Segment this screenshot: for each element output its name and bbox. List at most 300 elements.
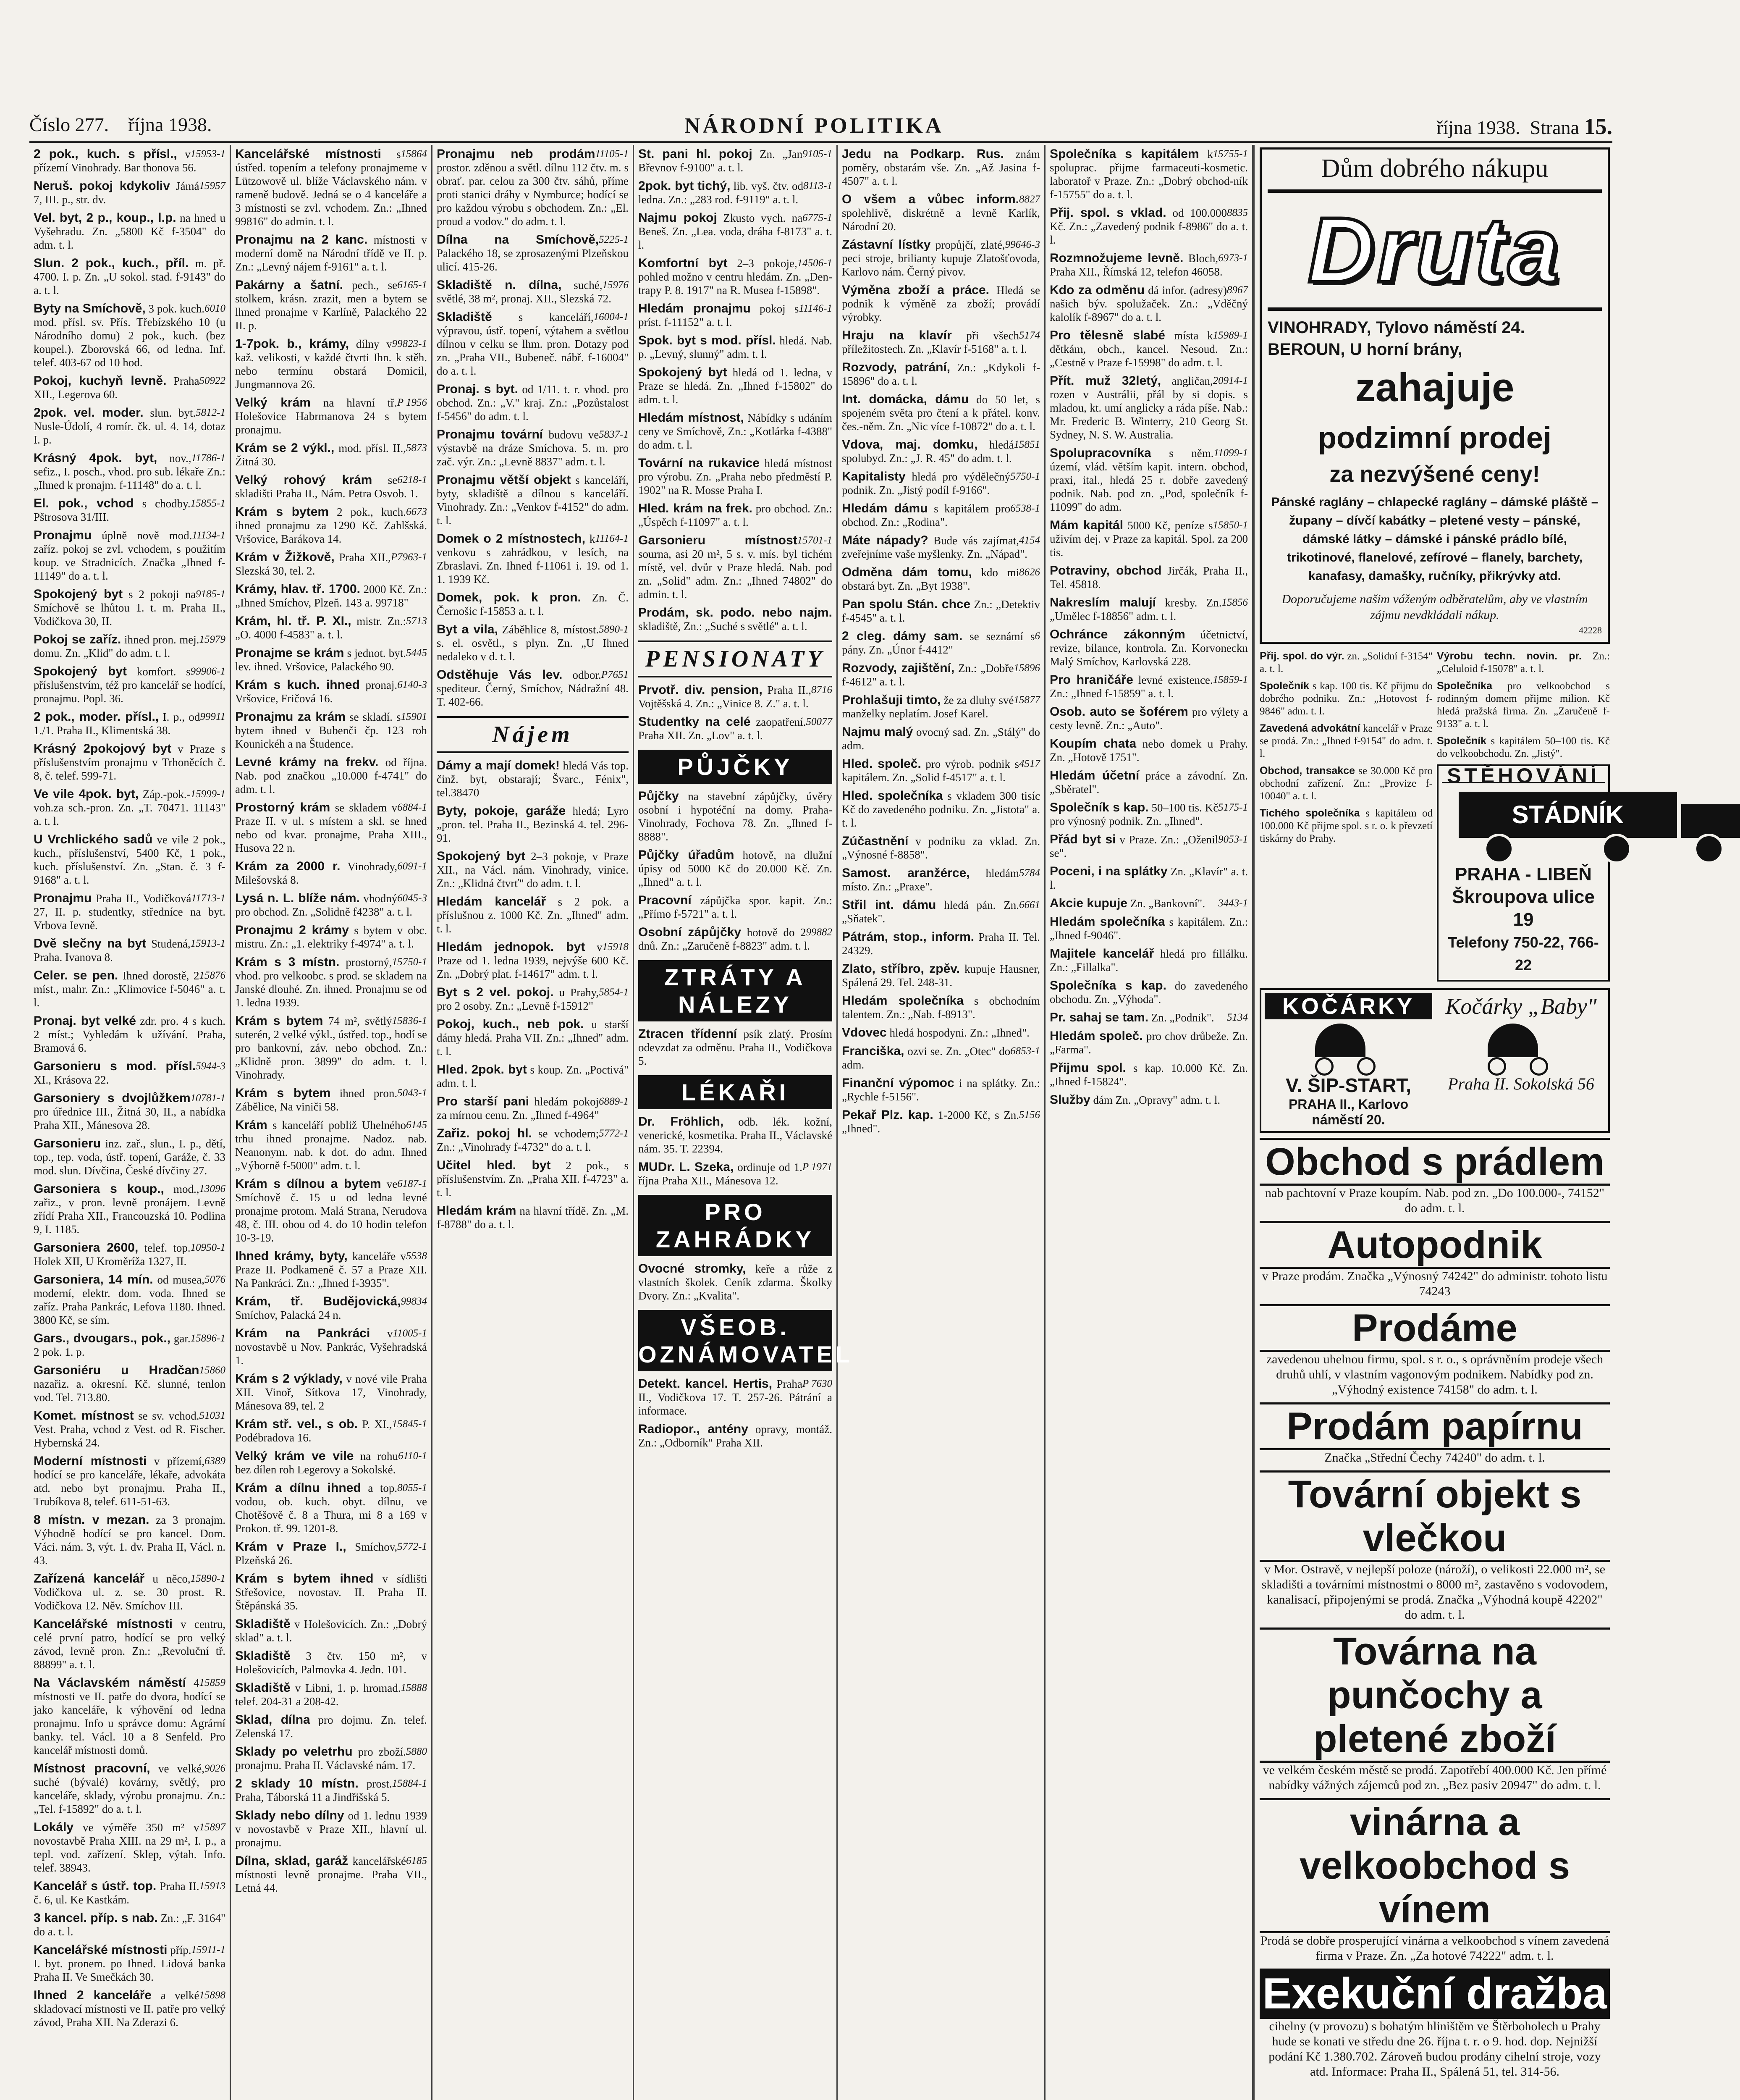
small-ads-right-stack [1437,650,1624,985]
classified-ad [34,211,225,252]
ad-number: 20914-1 [1213,375,1248,386]
ad-heading: Krám za 2000 r. [235,859,341,873]
stehovani-line-3: Telefony 750-22, 766-22 [1448,934,1599,974]
classified-ad [235,756,427,796]
ad-text: hledám pokoj za mírnou cenu. Zn. „Ihned f-4964" [437,1095,599,1121]
ad-text: úplně nově mod. zaříz. pokoj se zvl. vchodem, s použitím koup. ve Stradnicích. Značka „Ihned f-11149" do a. t. l. [34,529,225,582]
ad-number: 15851 [1014,439,1040,450]
ad-number: 5134 [1227,1012,1248,1023]
ad-text: v přízemí, hodící se pro kanceláře, lékaře, advokáta atd. nebo byt pronajmu. Praha II., Trubíkova 8, telef. 611-51-63. [34,1455,225,1508]
classified-ad [638,411,832,452]
ad-number: 14506-1 [797,257,832,269]
ad-heading: Rozvody, patrání, [842,360,951,374]
ad-text: Bude vás zajímat, zveřejníme vaše myšlenky. Zn. „Nápad". [842,534,1027,560]
classified-ad [235,396,427,436]
ad-text: Zn. Č. Černošic f-15853 a. t. l. [437,591,629,617]
classified-ad [235,505,427,546]
classified-ad [638,1262,832,1302]
ad-heading: Hledám místnost, [638,411,744,425]
ad-heading: Sklady po veletrhu [235,1745,353,1759]
classified-ad [437,940,629,981]
classified-ad [437,1159,629,1199]
classified-ad [235,551,427,578]
ad-number: 4154 [1019,535,1040,546]
classified-ad [437,1204,629,1231]
classified-ad [235,1777,427,1804]
classified-column [634,145,854,2100]
ad-heading: Rozvody, zajištění, [842,661,955,675]
ad-text: kanceláře v Praze II. Podkameně č. 57 a Praze XII. Na Pankráci. Zn.: „Ihned f-3935". [235,1250,427,1289]
classified-ad [842,534,1040,561]
classified-ad [1050,769,1248,796]
ad-text: 50–100 tis. Kč pro výnosný podnik. Zn. „Ihned". [1050,801,1219,827]
small-ad-heading: Zavedená advokátní [1260,722,1360,734]
ad-text: pro chov drůbeže. Zn. „Farma". [1050,1030,1248,1056]
ad-heading: Přij. spol. s vklad. [1050,206,1166,220]
ad-text: prost. Praha, Táborská 11 a Jindřišská 5. [235,1777,392,1803]
classified-ad [1050,252,1248,278]
ad-text: slun. byt. Nusle-Údolí, 4 romír. čk. ul. 4. 14, dotaz I. p. [34,407,225,446]
druta-title-2: podzimní prodej [1318,421,1551,455]
ad-text: od 1/11. t. r. vhod. pro obchod. Zn.: „V." kraj. Zn.: „Pozůstalost f-5456" do adm. t. l. [437,383,629,423]
ad-text: angličan, rozen v Austrálii, přál by si dopis. s mladou, kt. umí anglicky a ráda píše. Nab.: Mr. Frederic B. Winterry, 210 Georg St. Sydney, N. S. W. Australia. [1050,375,1248,441]
ad-text: Praha II., Vodičkova 17. T. 257-26. Pátrání a informace. [638,1378,832,1417]
ad-heading: Lysá n. L. blíže nám. [235,891,360,905]
ad-heading: Komfortní byt [638,256,728,270]
ad-text: Smíchov, Plzeňská 26. [235,1541,398,1567]
ad-number: 99823-1 [392,338,427,349]
ad-heading: Celer. se pen. [34,969,118,982]
ad-heading: Najmu malý [842,725,913,739]
ad-text: se skladem v Praze II. v ul. s místem a skl. se hned nebo od kvar. pronajme, Praha XIII., Husova 22 n. [235,801,427,854]
stehovani-heading: STĚHOVÁNÍ [1442,769,1605,783]
classified-ad [842,598,1040,625]
classified-ad [842,725,1040,752]
classified-ad [34,1762,225,1816]
ad-heading: Akcie kupuje [1050,896,1128,910]
ad-number: 6187-1 [397,1178,427,1189]
classified-ad [34,1241,225,1268]
ad-text: hledá pro výdělečný podnik. Zn. „Jistý podíl f-9166". [842,470,1011,496]
masthead: NÁRODNÍ POLITIKA [684,114,944,138]
ad-number: 13096 [199,1183,225,1194]
ad-heading: Spokojený byt [34,587,123,601]
ad-number: 99911 [200,711,225,722]
classified-ad [34,529,225,583]
ad-text: s kanceláří, byty, skladiště a dílnou s kanceláří. Vinohrady. Zn.: „Venkov f-4152" do adm. t. l. [437,474,629,527]
ad-text: 2–3 pokoje, pohled možno v centru hledám. Zn. „Den-trapy P. 8. 1917" na R. Musea f-15898". [638,257,832,297]
ad-heading: Ochránce zákonným [1050,627,1185,641]
ad-text: sourna, asi 20 m², 5 s. v. mís. byl tichém místě, vel. dvůr v Praze hledá. Nab. pod zn. „Solid" adm. Zn.: „Ihned 74802" do admin. t. l. [638,548,832,601]
classified-ad [34,497,225,524]
ad-heading: Byt a vila, [437,622,498,636]
ad-heading: Vdovec [842,1026,887,1040]
banner-text: zavedenou uhelnou firmu, spol. s r. o., s oprávněním prodeje všech druhů uhlí, v vlastním vagonovým podnikem. Nabídky pod zn. „Výhodný existence 74158" do adm. t. l. [1266,1352,1604,1396]
ad-number: 8716 [811,684,832,696]
classified-ad [437,759,629,799]
ad-number: 99646-3 [1005,239,1040,250]
classified-ad [638,1423,832,1449]
ad-text: v Praze od 1. ledna 1939, nejvýše 600 Kč. Zn. „Dobrý plat. f-14617" adm. t. l. [437,941,629,980]
ad-heading: Krám s bytem ihned [235,1572,374,1586]
stehovani-line-2: Škroupova ulice 19 [1452,887,1595,930]
ad-heading: Hled. krám na frek. [638,501,752,515]
ad-text: suché, světlé, 38 m², pronaj. XII., Slezská 72. [437,279,612,305]
ad-heading: Krám s 3 místn. [235,955,340,969]
ad-number: 15976 [602,279,629,291]
classified-ad [1050,374,1248,441]
section-heading: ZTRÁTY A NÁLEZY [638,960,832,1021]
small-ad-heading: Společníka [1437,680,1492,692]
ad-text: na hlavní třídě. Zn. „M. f-8788" do a. t. l. [437,1205,629,1231]
ad-text: s bytem v obc. mistru. Zn.: „1. elektriky f-4974" a. t. l. [235,924,427,950]
ad-heading: Pekař Plz. kap. [842,1108,933,1122]
ad-text: prostor. zděnou a světl. dílnu 112 čtv. m. s obrať. par. celou za 300 čtv. sáhů, příme proti stanici dráhy v Nymburce; hodící se pro každou výrobu s obchodem. Zn.: „El. proud a vodov." do adm. t. l. [437,161,629,228]
ad-text: Jámá 7, III. p., str. dv. [34,180,199,206]
ad-text: pronaj. Vršovice, Fričová 16. [235,679,398,705]
ad-heading: Sklady nebo dílny [235,1809,344,1822]
classified-ad [842,693,1040,720]
kocarky-heading: KOČÁRKY [1265,993,1432,1019]
small-ad-text: pro velkoobchod s rodinným domem přijme milion. Kč hledá pražská firma. Zn. „Zaručeně f-9133" a. t. l. [1437,680,1610,730]
ad-heading: Krám, tř. Budějovická, [235,1294,401,1308]
banner-title: Továrna na punčochy a pletené zboží [1260,1628,1610,1763]
ad-heading: Osobní zápůjčky [638,925,742,939]
ad-text: 5000 Kč, peníze s uživím dej. v Praze za kapitál. Spol. za 200 tis. [1050,519,1248,559]
ad-heading: Máte nápady? [842,533,928,547]
classified-ad [235,646,427,673]
banner-advert [1260,1969,1610,2079]
ad-heading: Hled. společ. [842,757,921,771]
ad-text: Studená, Praha. Ivanova 8. [34,937,191,963]
ad-heading: Služby [1050,1093,1090,1107]
ad-text: u starší dámy hledá. Praha VII. Zn.: „Ihned" adm. t. l. [437,1018,629,1058]
ad-text: v centru, celé první patro, hodící se pro velký závod, levně pron. Zn.: „Revoluční tř. 88899" a. t. l. [34,1618,225,1671]
classified-ad [437,532,629,586]
ad-number: 99906-1 [190,666,225,677]
classified-ad [235,1649,427,1676]
classified-ad [34,788,225,828]
classified-ad [638,606,832,633]
classified-column [29,145,231,2100]
ad-number: 6218-1 [397,474,427,486]
ad-text: hledá; Lyro „pron. tel. Praha II., Bezinská 4. tel. 296-91. [437,805,629,844]
ad-heading: Pokoj se zaříz. [34,633,121,646]
classified-ad [235,710,427,751]
banner-text: nab pachtovní v Praze koupím. Nab. pod zn. „Do 100.000-, 74152" do adm. t. l. [1265,1186,1604,1215]
banner-text: cihelny (v provozu) s bohatým hliništěm ve Štěrboholech u Prahy hude se konati ve středu dne 26. října t. r. o 9. hod. dop. Nejnižší podání Kč 1.380.702. Zároveň budou prodány cihelní stroje, vozy atd. Informace: Praha II., Spálená 51, tel. 314-56. [1268,2019,1601,2079]
ad-number: 6775-1 [802,212,832,223]
classified-ad [437,473,629,527]
classified-ad [34,833,225,887]
ad-heading: Zlato, stříbro, zpěv. [842,962,960,976]
ad-text: komfort. s příslušenstvím, též pro kancelář se hodící, pronajmu. Popl. 36. [34,665,225,705]
ad-text: do 50 let, s spojeném světa pro čtení a k přátel. konv. čes.-něm. Zn. „Nic více f-10872" do a. t. l. [842,393,1040,433]
ad-number: 15896-1 [190,1333,225,1344]
ad-text: Záběhlice 8, místost. s. el. osvětl., s plyn. Zn. „U Ihned nedaleko v d. t. l. [437,623,629,663]
banner-title: Tovární objekt s vlečkou [1260,1470,1610,1562]
ad-number: 6110-1 [398,1450,427,1462]
classified-ad [842,835,1040,861]
ad-heading: Majitele kancelář [1050,947,1154,961]
ad-heading: Vel. byt, 2 p., koup., l.p. [34,211,176,225]
ad-heading: Krám s bytem [235,1086,331,1100]
ad-number: 10781-1 [190,1092,225,1104]
ad-text: s 2 pokoji na Smíchově se lhůtou 1. t. m. Praha II., Vodičkova 30, II. [34,588,225,627]
small-ad [1260,807,1433,845]
classified-ad [235,1418,427,1444]
ad-heading: Byt s 2 vel. pokoj. [437,985,554,999]
ad-number: 8626 [1019,567,1040,578]
ad-number: 15864 [401,148,427,160]
ad-number: 11134-1 [192,530,225,541]
classified-ad [638,211,832,252]
ad-heading: MUDr. L. Szeka, [638,1160,734,1174]
ad-number: 6 [1035,630,1040,642]
ad-number: 15884-1 [392,1778,427,1789]
ad-text: v podniku za vklad. Zn. „Výnosné f-8858". [842,835,1040,861]
ad-text: Zn. „Jan Břevnov f-9100" a. t. l. [638,148,803,174]
ad-number: 15836-1 [392,1015,427,1026]
classified-ad [1050,1061,1248,1088]
banner-advert [1260,1798,1610,1964]
ad-number: 5944-3 [196,1060,225,1072]
classified-ad [842,1045,1040,1071]
small-ad-text: s kapitálem 50–100 tis. Kč do velkoobchodu. Zn. „Jistý". [1437,735,1610,759]
ad-text: na hned u Vyšehradu. Zn. „5800 Kč f-3504" do adm. t. l. [34,212,226,251]
kocarky-left [1265,993,1432,1128]
ad-number: 50077 [806,716,832,727]
classified-ad [437,804,629,845]
classified-ad [638,257,832,297]
classified-ad [34,147,225,174]
classified-ad [235,1481,427,1535]
ad-heading: Půjčky [638,789,679,803]
ad-text: Nábídky s udáním ceny ve Smíchově, Zn.: „Kotlárka f-4388" do adm. t. l. [638,412,833,451]
classified-ad [437,591,629,618]
ad-heading: Pakárny a šatní. [235,278,343,292]
classified-ad [1050,628,1248,668]
classified-column [1046,145,1253,2100]
classified-ad [638,457,832,497]
classified-ad [235,1809,427,1849]
classified-ad [235,860,427,887]
ad-heading: Pro starší pani [437,1095,529,1108]
ad-text: Palackého 18, se zprosazenými Plzeňskou ulicí. 415-26. [437,247,629,273]
banner-title: Prodáme [1260,1304,1610,1352]
ad-heading: Krám [235,1118,267,1132]
classified-ad [638,715,832,742]
ad-text: gar. 2 pok. 1. p. [34,1332,191,1358]
druta-note: Doporučujeme našim váženým odběratelům, aby ve vlastním zájmu nevdkládali nákup. [1281,592,1588,622]
classified-ad [34,1332,225,1359]
ad-text: 74 m², světlý suterén, 2 velké výkl., ústřed. top., hodí se pro bankovní, záv. nebo obchod. Zn.: „Klidně pron. 3899" do adm. t. l. Vinohrady. [235,1015,427,1081]
classified-ad [437,668,629,709]
ad-text: od 100.000 Kč. Zn.: „Zavedený podnik f-8986" do a. t. l. [1050,207,1248,246]
ad-text: nov., sefiz., I. posch., vhod. pro sub. lékaře Zn.: „Ihned k pronajm. f-11148" do a. t. l. [34,452,225,491]
date-left: října 1938. [128,114,212,135]
ad-heading: Krám se 2 výkl., [235,441,335,455]
ad-heading: Pronajmu na 2 kanc. [235,233,368,247]
classified-ad [638,179,832,206]
classified-ad [437,428,629,468]
page-number: 15. [1584,114,1612,139]
classified-ad [1050,979,1248,1006]
ad-number: 11146-1 [799,303,832,314]
ad-heading: Levné krámy na frekv. [235,755,379,769]
ad-heading: Pan spolu Stán. chce [842,597,971,611]
ad-number: 5812-1 [196,407,225,418]
ad-text: na hlavní tř. Holešovice Habrmanova 24 s bytem pronajmu. [235,396,427,436]
section-heading: PRO ZAHRÁDKY [638,1195,832,1256]
ad-number: 8113-1 [803,180,832,192]
ad-text: odb. lék. kožní, venerické, kosmetika. Praha II., Václavské nám. 35. T. 22394. [638,1116,832,1155]
classified-ad [842,1026,1040,1040]
ad-text: nebo domek u Prahy. Zn. „Hotově 1751". [1050,738,1248,764]
classified-ad [437,1018,629,1058]
ad-text: s kanceláří pobliž Uhelného trhu ihned pronajme. Nadoz. nab. Neanonym. nab. k dot. do adm. Ihned „Výborně f-5000" adm. t. l. [235,1119,427,1172]
classified-ad [34,302,225,369]
ad-text: Zn.: „Detektiv f-4545" a. t. l. [842,598,1040,624]
ad-text: 1-2000 Kč, s Zn. „Ihned". [842,1109,1019,1135]
small-ad-text: s kapitálem od 100.000 Kč přijme spol. s r. o. k převzetí tiskárny do Prahy. [1260,808,1433,844]
small-ad [1260,650,1433,675]
ad-heading: Krám s dílnou a bytem [235,1177,381,1191]
ad-text: a velké skladovací místnosti ve II. patře pro velký závod, Praha XII. Na Zderazi 6. [34,1989,225,2029]
ad-number: 15989-1 [1213,330,1248,341]
ad-text: do zavedeného obchodu. Zn. „Výhoda". [1050,979,1248,1005]
classified-ad [842,757,1040,784]
classified-ad [638,147,832,174]
ad-heading: Ihned krámy, byty, [235,1249,348,1263]
section-heading: VŠEOB. OZNÁMOVATEL [638,1310,832,1371]
ad-number: 15898 [199,1990,225,2001]
ad-number: 5880 [406,1746,427,1757]
ad-heading: Byty, pokoje, garáže [437,804,566,818]
classified-ad [34,742,225,782]
ad-heading: Pro hraničáře [1050,673,1133,687]
ad-number: 6389 [204,1455,225,1467]
ad-number: 9026 [204,1763,225,1774]
ad-heading: Hledám společ. [1050,1029,1143,1043]
ad-number: 5175-1 [1218,802,1248,813]
classified-ad [34,1676,225,1757]
ad-text: v Holešovicích. Zn.: „Dobrý sklad" a. t. l. [235,1618,427,1644]
ad-text: skladiště, Zn.: „Suché s světlé" a. t. l. [638,620,807,633]
ad-heading: Potraviny, obchod [1050,564,1162,578]
ad-heading: 3 kancel. příp. s nab. [34,1911,158,1925]
classified-ad [842,238,1040,278]
classified-ad [842,438,1040,465]
ad-number: 15755-1 [1213,148,1248,160]
classified-ad [235,337,427,391]
classified-ad [34,937,225,964]
ad-heading: St. pani hl. pokoj [638,147,752,161]
ad-heading: Garsonieru místnost [638,533,797,547]
ad-heading: Ztracen třídenní [638,1027,737,1041]
classified-ad [34,633,225,660]
ad-heading: Jedu na Podkarp. Rus. [842,147,1004,161]
ad-number: 5772-1 [599,1128,629,1139]
ad-text: v sídlišti Střešovice, novostav. II. Praha II. Štěpánská 35. [235,1572,427,1612]
classified-ad [638,502,832,529]
ad-text: Praha XII., Slezská 30, tel. 2. [235,551,391,577]
classified-ad [235,1118,427,1172]
ad-heading: Ve vile 4pok. byt, [34,787,139,801]
ad-number: 5784 [1019,867,1040,879]
classified-ad [34,665,225,705]
ad-text: se vchodem; Zn.: „Vinohrady f-4732" do a. t. l. [437,1127,599,1153]
ad-heading: Ovocné stromky, [638,1262,746,1276]
ad-text: keře a růže z vlastních školek. Ceník zdarma. Školky Dvory. Zn.: „Kvalita". [638,1263,833,1302]
ad-text: v nové vile Praha XII. Vinoř, Sítkova 17, Vinohrady, Mánesova 89, tel. 2 [235,1373,427,1412]
ad-heading: Poceni, i na splátky [1050,864,1168,878]
page-label: Strana [1530,117,1579,138]
ad-heading: Velký rohový krám [235,473,372,487]
ad-heading: Nakreslím malují [1050,596,1156,609]
classified-ad [235,1327,427,1367]
ad-heading: Pronajmu [34,528,92,542]
classified-ad [437,1127,629,1154]
kocarky-address-2: Praha II. Sokolská 56 [1448,1074,1594,1093]
ad-heading: Krám a dílnu ihned [235,1481,361,1495]
small-ad [1260,680,1433,718]
classified-ad [34,406,225,446]
ad-number: P 1956 [397,397,427,408]
ad-text: od 1. lednu 1939 v novostavbě v Praze XII., hlavní ul. pronajmu. [235,1809,427,1849]
ad-heading: Hraju na klavír [842,328,952,342]
ad-heading: Krám v Praze I., [235,1540,346,1554]
ad-heading: Garsoniera 2600, [34,1241,139,1255]
ad-heading: Krám stř. vel., s ob. [235,1417,358,1431]
classified-ad [34,710,225,737]
ad-text: hledám místo. Zn.: „Praxe". [842,867,1019,893]
druta-logo: Druta [1268,189,1602,311]
ad-text: na rohu bez dílen roh Legerovy a Sokolské. [235,1450,398,1476]
ad-heading: Skladiště [235,1681,291,1695]
small-ad-text: kancelář v Praze se prodá. Zn.: „Ihned f-9154" do adm. t. l. [1260,723,1433,759]
ad-number: 5076 [204,1274,225,1285]
ad-heading: Společníka s kap. [1050,979,1166,992]
ad-heading: Velký krám ve vile [235,1449,354,1463]
ad-text: 3 pok. kuch. mod. přísl. sv. Přís. Třebízského 10 (u Národního domu) 2 pok., kuch. (bez koupel.). Zborovská 66, od ledna. Inf. telef. 403-67 od 10 hod. [34,302,225,369]
classified-ad [34,1989,225,2029]
classified-ad [842,393,1040,433]
ad-text: Praha II. Tel. 24329. [842,931,1040,957]
classified-ad [437,147,629,228]
ad-text: ordinuje od 1. října Praha XII., Mánesova 12. [638,1161,802,1187]
classified-ad [235,233,427,273]
classified-ad [638,926,832,953]
ad-number: 16004-1 [593,311,629,323]
classified-ad [34,1943,225,1984]
ad-text: ve Smíchově č. 15 u od ledna levné pronajme protom. Malá Strana, Nerudova 48, č. III. obou od 4. do 10 hodin telefon 10-3-19. [235,1178,427,1244]
ad-heading: 2pok. vel. moder. [34,406,144,420]
ad-number: 5837-1 [599,429,629,440]
classified-ad [34,1821,225,1874]
ad-text: Zkusto vych. na Beneš. Zn. „Lea. voda, dráha f-8173" a. t. l. [638,212,832,251]
small-ad [1437,680,1610,730]
ad-text: mod. přísl. II., Žitná 30. [235,442,406,468]
ad-text: XI., Krásova 22. [34,1074,109,1086]
ad-heading: Krámy, hlav. tř. 1700. [235,582,360,596]
banner-advert [1260,1221,1610,1299]
classified-ad [34,1273,225,1327]
ad-text: pokoj s príst. f-11152" a. t. l. [638,302,799,328]
druta-address-1: VINOHRADY, Tylovo náměstí 24. [1268,318,1525,337]
small-ad-text: Zn.: „Celuloid f-15078" a. t. l. [1437,651,1610,675]
ad-heading: Mám kapitál [1050,518,1124,532]
